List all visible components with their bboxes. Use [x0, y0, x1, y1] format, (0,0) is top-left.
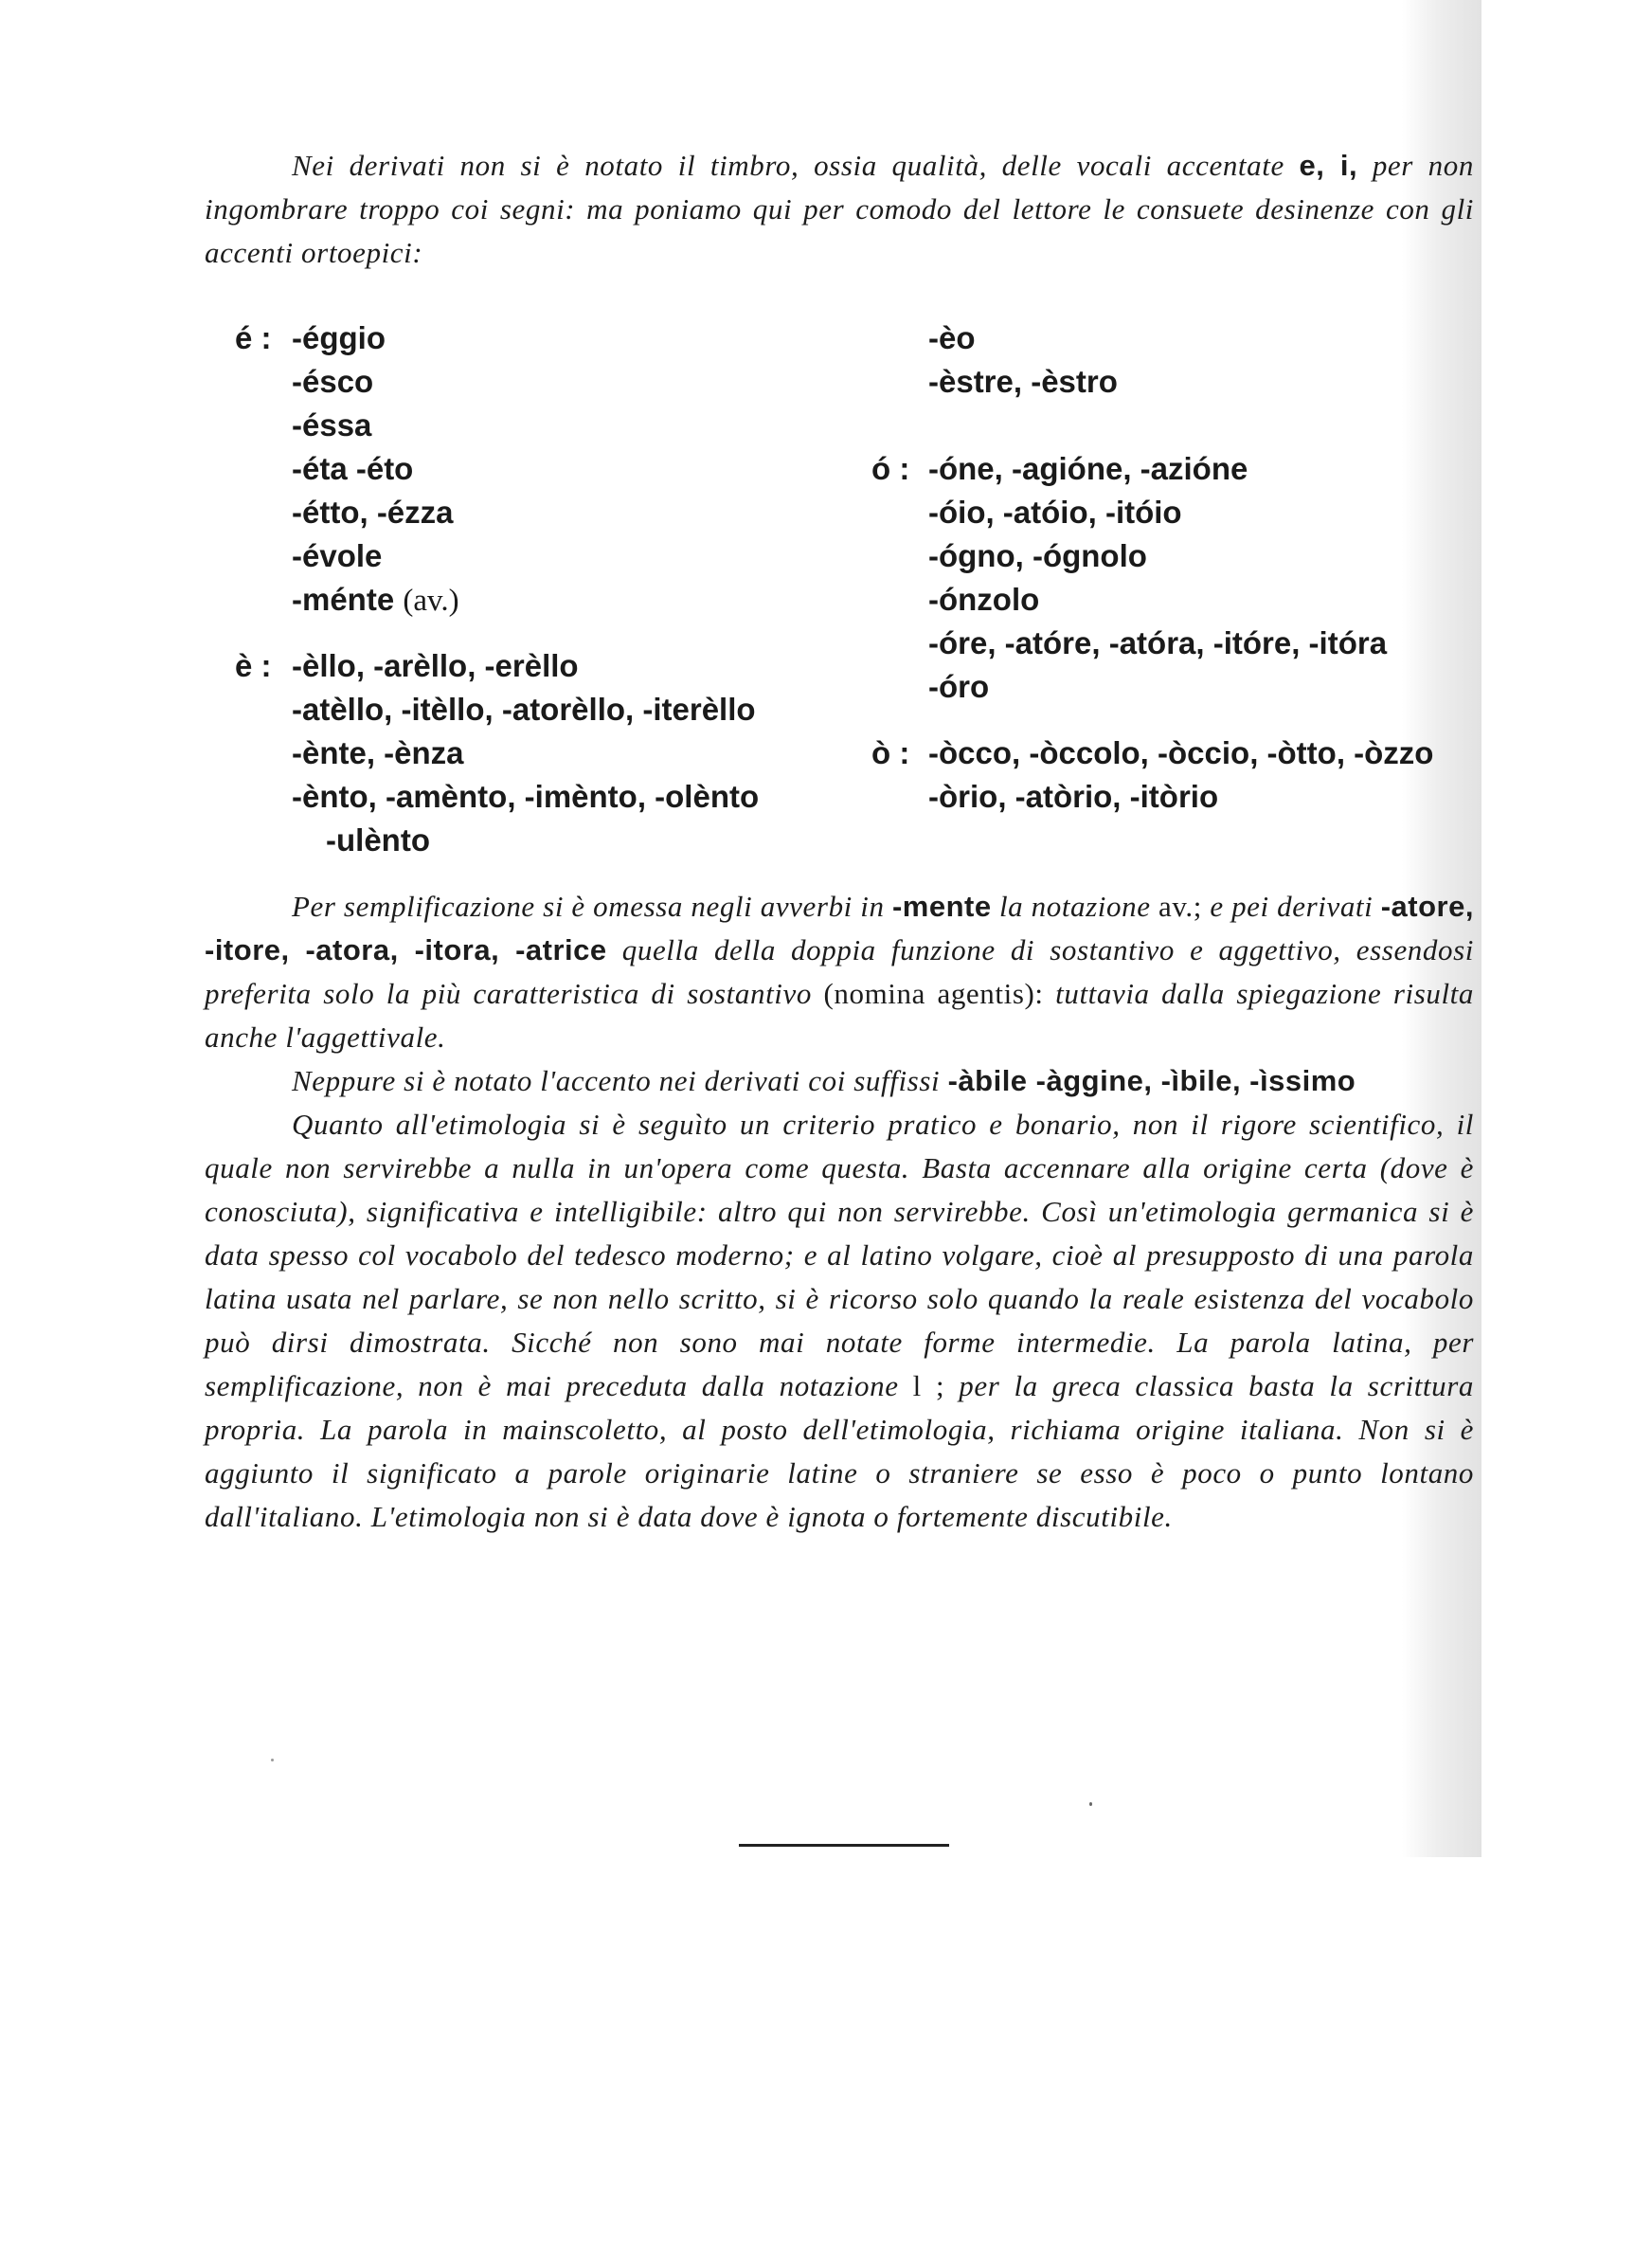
ending-item: -óio, -atóio, -itóio [928, 495, 1182, 530]
p2-nomina-agentis: (nomina agentis): [823, 977, 1044, 1010]
print-speck [1089, 1802, 1092, 1806]
intro-text-2: per non ingombrare troppo coi segni: ma poniamo qui per comodo del lettore le consuete desinenze con gli accenti ortoepici: [205, 149, 1474, 269]
endings-left-column [235, 316, 879, 862]
ending-item: -òrio, -atòrio, -itòrio [928, 779, 1219, 814]
ending-item: -étto, -ézza [292, 495, 454, 530]
p4-notation-l: l ; [912, 1369, 945, 1402]
ending-item: -ènte, -ènza [292, 735, 464, 770]
p2-text-2: la notazione [998, 890, 1151, 923]
vowel-label: ó : [871, 451, 910, 486]
ending-item: -óre, -atóre, -atóra, -itóre, -itóra [928, 625, 1388, 660]
ending-mente: -ménte [292, 582, 395, 617]
endings-table [205, 316, 1474, 876]
ending-item: -òcco, -òccolo, -òccio, -òtto, -òzzo [928, 735, 1434, 770]
ending-item: -éggio [292, 320, 386, 355]
ending-item: -óro [928, 669, 990, 704]
p2-text-1: Per semplificazione si è omessa negli avverbi in [292, 890, 885, 923]
page-text [205, 144, 1474, 1539]
p2-text-4: quella della doppia funzione di sostantivo e aggettivo, essendosi preferita solo la più caratteristica di sostantivo [205, 933, 1474, 1010]
p2-suffixes-agent: -atore, -itore, -atora, -itora, -atrice [205, 890, 1474, 966]
adverb-note: (av.) [403, 584, 459, 618]
vowel-label: ò : [871, 735, 910, 770]
ending-item: -ulènto [326, 822, 430, 858]
p2-suffix-mente: -mente [891, 890, 992, 923]
p2-text-5: tuttavia dalla spiegazione risulta anche l'aggettivale. [205, 977, 1474, 1054]
vowel-label: é : [235, 320, 272, 355]
p2-text-3: e pei derivati [1210, 890, 1374, 923]
ending-item: -ónzolo [928, 582, 1040, 617]
paragraph-etymology [205, 1103, 1474, 1539]
ending-item: -èstre, -èstro [928, 364, 1118, 399]
ending-item: -atèllo, -itèllo, -atorèllo, -iterèllo [292, 692, 756, 727]
ending-item: -èllo, -arèllo, -erèllo [292, 648, 579, 683]
closing-rule [739, 1844, 949, 1847]
endings-right-column [871, 316, 1478, 819]
ending-item: -ésco [292, 364, 374, 399]
ending-item: -éta -éto [292, 451, 414, 486]
p3-text-1: Neppure si è notato l'accento nei derivati coi suffissi [292, 1064, 941, 1097]
intro-text-1: Nei derivati non si è notato il timbro, ossia qualità, delle vocali accentate [292, 149, 1284, 182]
paragraph-suffixes [205, 1059, 1474, 1103]
paragraph-adverbs [205, 885, 1474, 1059]
ending-item [292, 578, 459, 623]
intro-vowels: e, i, [1299, 149, 1358, 182]
notes-section [205, 885, 1474, 1539]
p4-text-2: per la greca classica basta la scrittura propria. La parola in mainscoletto, al posto dell'etimologia, richiama origine italiana. Non si è aggiunto il significato a parole originarie latine o straniere se esso è poco o punto lontano dall'italiano. L'etimologia non si è data dove è ignota o fortemente discutibile. [205, 1369, 1474, 1533]
ending-item: -ógno, -ógnolo [928, 538, 1147, 573]
vowel-label: è : [235, 648, 272, 683]
ending-item: -óne, -agióne, -azióne [928, 451, 1248, 486]
intro-paragraph [205, 144, 1474, 275]
p4-text-1: Quanto all'etimologia si è seguìto un criterio pratico e bonario, non il rigore scientifico, il quale non servirebbe a nulla in un'opera come questa. Basta accennare alla origine certa (dove è conosciuta), significativa e intelligibile: altro qui non servirebbe. Così un'etimologia germanica si è data spesso col vocabolo del tedesco moderno; e al latino volgare, cioè al presupposto di una parola latina usata nel parlare, se non nello scritto, si è ricorso solo quando la reale esistenza del vocabolo può dirsi dimostrata. Sicché non sono mai notate forme intermedie. La parola latina, per semplificazione, non è mai preceduta dalla notazione [205, 1108, 1474, 1402]
ending-item: -ènto, -amènto, -imènto, -olènto [292, 779, 760, 814]
p2-notation-av: av.; [1158, 890, 1202, 923]
p3-suffix-list: -àbile -àggine, -ìbile, -ìssimo [947, 1064, 1356, 1097]
ending-item: -èo [928, 320, 976, 355]
ending-item: -évole [292, 538, 383, 573]
print-speck [271, 1759, 274, 1761]
ending-item: -éssa [292, 407, 372, 442]
